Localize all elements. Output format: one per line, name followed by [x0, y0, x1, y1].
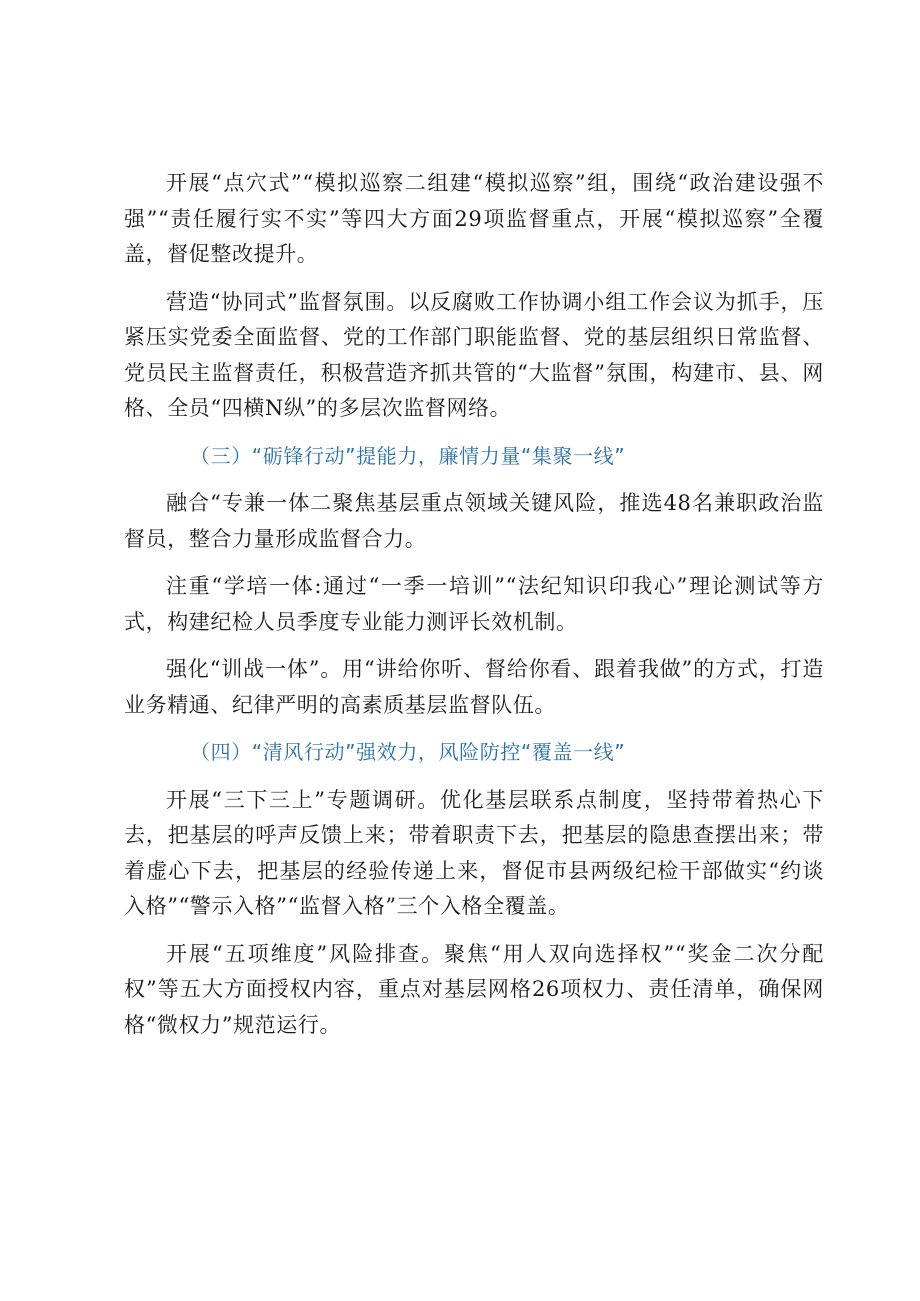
paragraph-research: 开展“三下三上”专题调研。优化基层联系点制度，坚持带着热心下去，把基层的呼声反馈上来；带着职责下去，把基层的隐患查摆出来；带着虚心下去，把基层的经验传递上来，督促市县两级纪检干部做实“约谈入格”“警示入格”“监督入格”三个入格全覆盖。	[124, 787, 824, 918]
document-body	[124, 166, 824, 1055]
section-heading-four: （四）“清风行动”强效力，风险防控“覆盖一线”	[190, 740, 626, 764]
section-heading-three: （三）“砺锋行动”提能力，廉情力量“集聚一线”	[190, 443, 626, 468]
paragraph-simulated-inspection: 开展“点穴式”“模拟巡察二组建“模拟巡察”组，围绕“政治建设强不强”“责任履行实不实”等四大方面29项监督重点，开展“模拟巡察”全覆盖，督促整改提升。	[124, 171, 824, 266]
paragraph-collaborative-supervision: 营造“协同式”监督氛围。以反腐败工作协调小组工作会议为抓手，压紧压实党委全面监督、党的工作部门职能监督、党的基层组织日常监督、党员民主监督责任，积极营造齐抓共管的“大监督”氛围，构建市、县、网格、全员“四横N纵”的多层次监督网络。	[124, 289, 824, 420]
paragraph-risk-check: 开展“五项维度”风险排查。聚焦“用人双向选择权”“奖金二次分配权”等五大方面授权内容，重点对基层网格26项权力、责任清单，确保网格“微权力”规范运行。	[124, 941, 824, 1037]
paragraph-training: 注重“学培一体:通过“一季一培训”“法纪知识印我心”理论测试等方式，构建纪检人员季度专业能力测评长效机制。	[124, 574, 824, 634]
paragraph-practice: 强化“训战一体”。用“讲给你听、督给你看、跟着我做”的方式，打造业务精通、纪律严明的高素质基层监督队伍。	[124, 657, 824, 717]
paragraph-integration: 融合“专兼一体二聚焦基层重点领域关键风险，推选48名兼职政治监督员，整合力量形成监督合力。	[124, 491, 824, 551]
